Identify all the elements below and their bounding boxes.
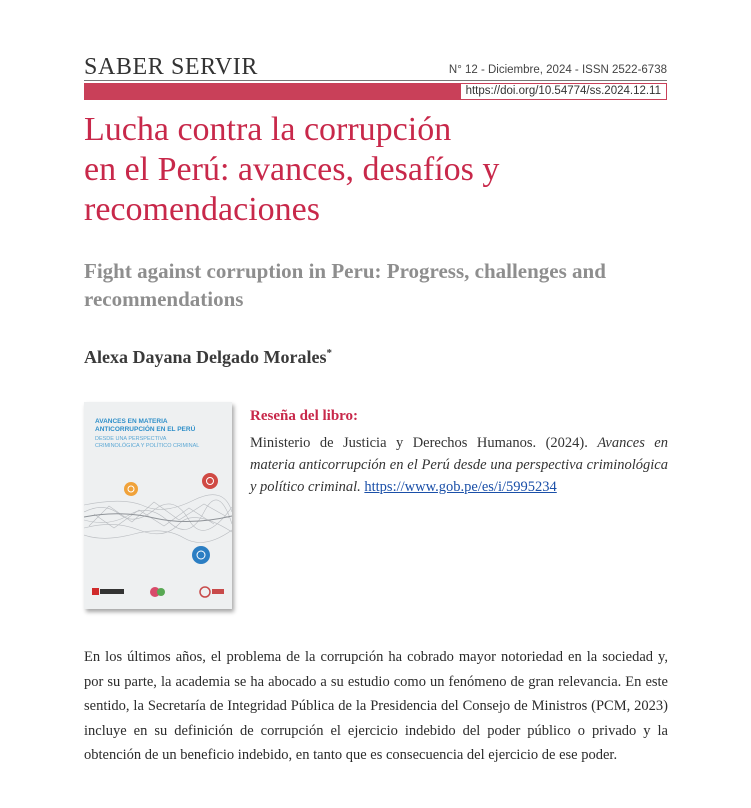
- citation-title: Avances en materia anticorrupción en el Perú desde una perspectiva criminológica y político criminal.: [250, 435, 668, 495]
- doi-link[interactable]: https://doi.org/10.54774/ss.2024.12.11: [460, 83, 667, 100]
- review-label: Reseña del libro:: [250, 408, 359, 424]
- cover-subtitle-line: DESDE UNA PERSPECTIVA: [95, 436, 167, 442]
- cover-subtitle: [95, 436, 225, 449]
- title-line: Lucha contra la corrupción: [84, 111, 452, 148]
- author-name: [84, 347, 332, 368]
- cover-title-line: AVANCES EN MATERIA: [95, 418, 168, 425]
- journal-brand: SABER SERVIR: [84, 54, 258, 80]
- author-footnote-mark[interactable]: *: [326, 347, 332, 359]
- review-citation: [250, 432, 668, 498]
- issue-info: N° 12 - Diciembre, 2024 - ISSN 2522-6738: [448, 64, 667, 76]
- cover-title: [95, 418, 225, 433]
- cover-title-line: ANTICORRUPCIÓN EN EL PERÚ: [95, 425, 196, 433]
- cover-artwork: [84, 402, 232, 609]
- book-cover-image: [84, 402, 232, 609]
- subtitle-line: recommendations: [84, 287, 244, 311]
- author-text: Alexa Dayana Delgado Morales: [84, 347, 327, 367]
- citation-link[interactable]: https://www.gob.pe/es/i/5995234: [364, 479, 557, 495]
- article-subtitle: [84, 257, 684, 313]
- title-line: recomendaciones: [84, 191, 320, 228]
- subtitle-line: Fight against corruption in Peru: Progress, challenges and: [84, 259, 606, 283]
- article-title: [84, 110, 674, 230]
- body-paragraph: En los últimos años, el problema de la corrupción ha cobrado mayor notoriedad en la sociedad y, por su parte, la academia se ha abocado a su estudio como un fenómeno de gran relevancia. En este sentido, la Secretaría de Integridad Pública de la Presidencia del Consejo de Ministros (PCM, 2023) incluye en su definición de corrupción el ejercicio indebido del poder público o privado y la obtención de un beneficio indebido, en tanto que es consecuencia del ejercicio de ese poder.: [84, 649, 668, 763]
- header-divider: [84, 80, 667, 81]
- title-line: en el Perú: avances, desafíos y: [84, 151, 500, 188]
- citation-author: Ministerio de Justicia y Derechos Humanos. (2024).: [250, 435, 598, 451]
- cover-subtitle-line: CRIMINOLÓGICA Y POLÍTICO CRIMINAL: [95, 442, 200, 449]
